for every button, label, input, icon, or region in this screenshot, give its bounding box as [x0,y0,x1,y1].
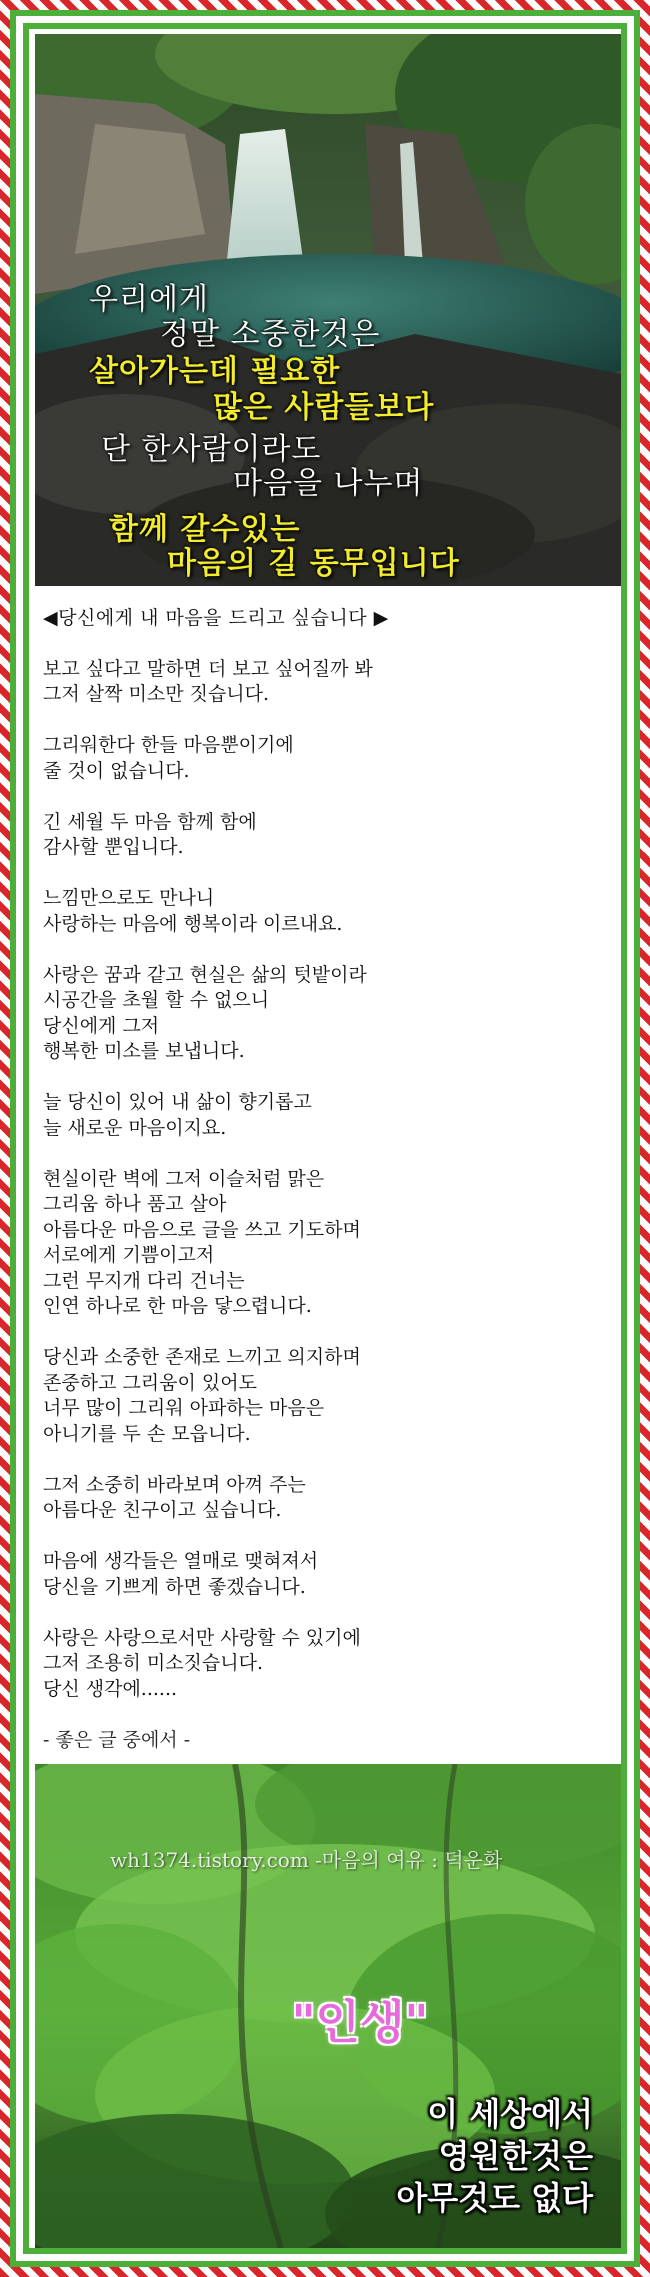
poem-line: 그저 살짝 미소만 짓습니다. [43,683,270,705]
poem-stanza [43,1345,613,1447]
bottom-line-1: 이 세상에서 [427,2095,593,2133]
poem [43,606,613,1753]
forest-photo [35,1764,621,2248]
poem-line: 행복한 미소를 보냅니다. [43,1040,245,1062]
poem-stanza [43,1473,613,1524]
insaeng-heading: "인생" [291,1995,429,2049]
page-content [29,29,621,2248]
poem-line: 당신과 소중한 존재로 느끼고 의지하며 [43,1346,361,1368]
poem-line: 줄 것이 없습니다. [43,759,190,782]
poem-stanza [43,657,613,708]
poem-line: 사랑하는 마음에 행복이라 이르내요. [43,912,343,935]
poem-line: 당신을 기쁘게 하면 좋겠습니다. [43,1575,306,1598]
top-line-4: 많은 사람들보다 [213,390,435,425]
poem-line: 보고 싶다고 말하면 더 보고 싶어질까 봐 [43,657,373,680]
poem-line: 늘 당신이 있어 내 삶이 향기롭고 [43,1091,312,1113]
bottom-line-3: 아무것도 없다 [396,2179,593,2217]
poem-line: 아름다운 마음으로 글을 쓰고 기도하며 [43,1218,361,1241]
waterfall-photo [35,34,621,586]
green-border [10,10,640,2267]
poem-line: 시공간을 초월 할 수 없으니 [43,989,270,1011]
blog-watermark: wh1374.tistory.com -마음의 여유 : 덕운화 [110,1848,503,1872]
poem-stanza [43,1167,613,1320]
top-line-6: 마음을 나누며 [233,466,424,501]
poem-stanza [43,886,613,937]
poem-line: 마음에 생각들은 열매로 맺혀져서 [43,1550,319,1572]
poem-source: - 좋은 글 중에서 - [43,1728,191,1751]
top-line-3: 살아가는데 필요한 [89,354,341,389]
inner-green-border [23,23,627,2254]
poem-stanza [43,810,613,861]
poem-stanza [43,1626,613,1703]
poem-stanza [43,1549,613,1600]
poem-line: 그리워한다 한들 마음뿐이기에 [43,734,294,756]
poem-line: 감사할 뿐입니다. [43,836,184,858]
top-line-5: 단 한사람이라도 [101,432,322,467]
poem-stanza [43,733,613,784]
poem-line: 당신에게 그저 [43,1014,160,1037]
poem-line: 존중하고 그리움이 있어도 [43,1371,257,1394]
bottom-line-2: 영원한것은 [438,2137,593,2175]
poem-line: 긴 세월 두 마음 함께 함에 [43,810,257,833]
poem-line: 느낌만으로도 만나니 [43,887,215,909]
top-line-2: 정말 소중한것은 [160,317,381,352]
poem-line: 아니기를 두 손 모읍니다. [43,1422,251,1445]
poem-stanza [43,963,613,1065]
poem-line: 사랑은 사랑으로서만 사랑할 수 있기에 [43,1626,361,1649]
white-border [16,16,634,2261]
top-line-8: 마음의 길 동무입니다 [167,546,460,581]
poem-line: 그저 소중히 바라보며 아껴 주는 [43,1473,306,1496]
poem-line: 현실이란 벽에 그저 이슬처럼 맑은 [43,1167,325,1190]
poem-line: 인연 하나로 한 마음 닿으렵니다. [43,1295,312,1317]
poem-line: 그리움 하나 품고 살아 [43,1193,227,1215]
poem-line: 그런 무지개 다리 건너는 [43,1269,245,1292]
poem-title: ◀당신에게 내 마음을 드리고 싶습니다 ▶ [43,607,389,629]
poem-stanza [43,1090,613,1141]
poem-line: 그저 조용히 미소짓습니다. [43,1652,264,1674]
poem-line: 늘 새로운 마음이지요. [43,1116,227,1139]
poem-line: 아름다운 친구이고 싶습니다. [43,1499,282,1521]
top-line-1: 우리에게 [89,282,209,317]
poem-line: 서로에게 기쁨이고저 [43,1244,215,1266]
poem-line: 당신 생각에...... [43,1677,178,1700]
poem-line: 너무 많이 그리워 아파하는 마음은 [43,1397,325,1419]
poem-line: 사랑은 꿈과 같고 현실은 삶의 텃밭이라 [43,963,367,986]
top-line-7: 함께 갈수있는 [109,512,301,547]
